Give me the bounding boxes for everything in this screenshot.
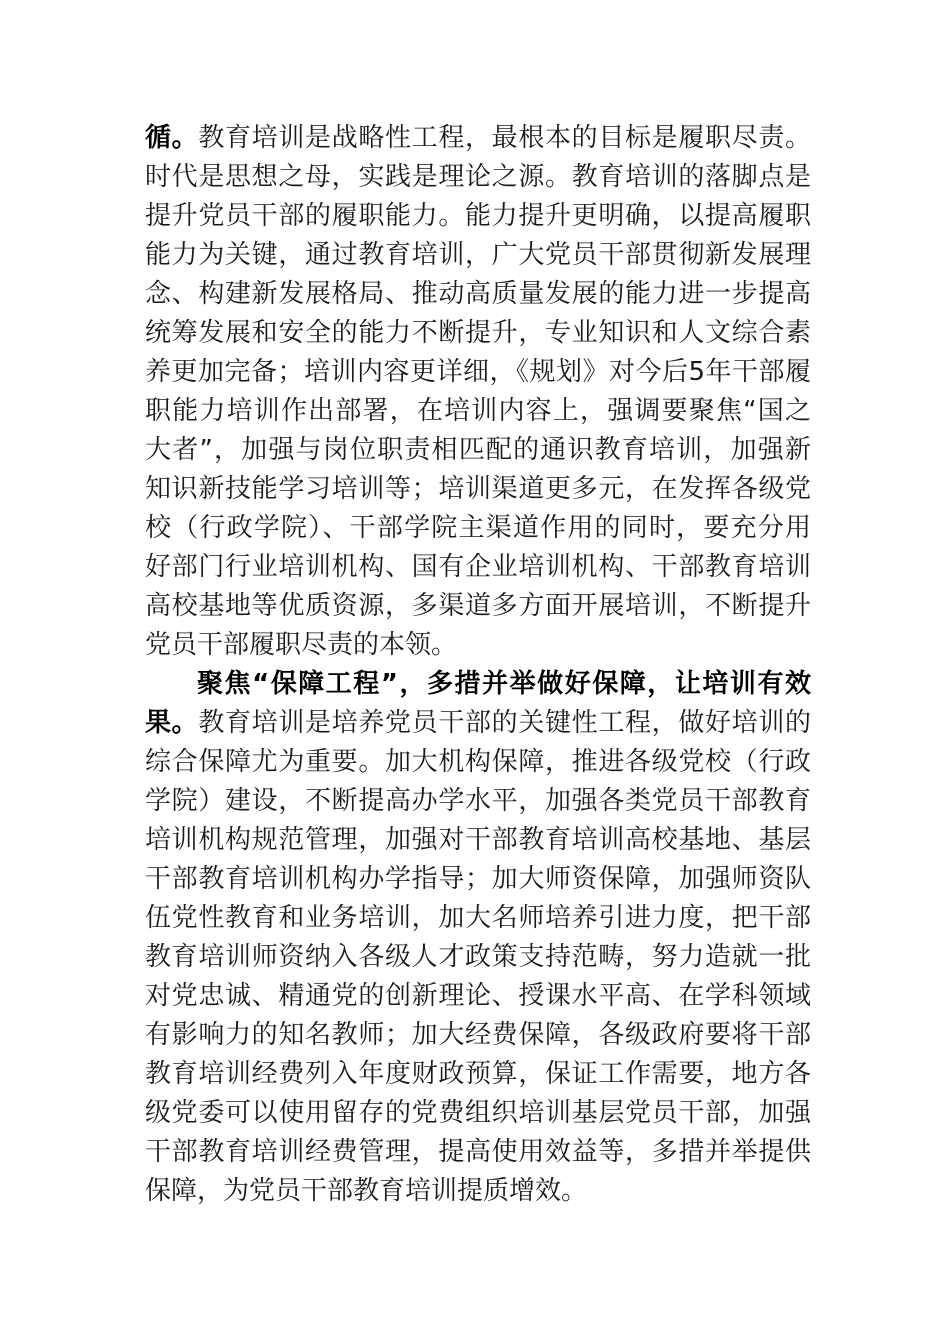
body-text: 伍党性教育和业务培训，加大名师培养引进力度，把干部: [145, 903, 811, 933]
body-text: 念、构建新发展格局、推动高质量发展的能力进一步提高: [145, 279, 811, 309]
body-text: 培训机构规范管理，加强对干部教育培训高校基地、基层: [145, 825, 811, 855]
paragraph-1-line-1: [145, 116, 811, 160]
paragraph-1-line-5: [145, 272, 811, 316]
paragraph-1-line-8: [145, 389, 811, 433]
body-text: 对党忠诚、精通党的创新理论、授课水平高、在学科领域: [145, 981, 811, 1011]
body-text: 能力为关键，通过教育培训，广大党员干部贯彻新发展理: [145, 240, 811, 270]
body-text: 学院）建设，不断提高办学水平，加强各类党员干部教育: [145, 786, 811, 816]
paragraph-2-line-5: [145, 818, 811, 862]
body-text: 有影响力的知名教师；加大经费保障，各级政府要将干部: [145, 1020, 811, 1050]
body-text: 教育培训师资纳入各级人才政策支持范畴，努力造就一批: [145, 942, 811, 972]
body-text: 高校基地等优质资源，多渠道多方面开展培训，不断提升: [145, 591, 811, 621]
body-text: 干部教育培训经费管理，提高使用效益等，多措并举提供: [145, 1137, 811, 1167]
paragraph-2-line-7: [145, 896, 811, 940]
paragraph-2-heading-line: [197, 662, 811, 706]
paragraph-1-line-9: [145, 428, 811, 472]
body-text: 好部门行业培训机构、国有企业培训机构、干部教育培训: [145, 552, 811, 582]
paragraph-2-line-10: [145, 1013, 811, 1057]
paragraph-1-line-3: [145, 194, 811, 238]
paragraph-1-line-2: [145, 155, 811, 199]
paragraph-1-line-4: [145, 233, 811, 277]
paragraph-1-line-14: [145, 623, 811, 667]
paragraph-1-line-11: [145, 506, 811, 550]
paragraph-1-line-13: [145, 584, 811, 628]
body-text: 党员干部履职尽责的本领。: [145, 630, 458, 660]
body-text: 知识新技能学习培训等；培训渠道更多元，在发挥各级党: [145, 474, 811, 504]
body-text: 校（行政学院）、干部学院主渠道作用的同时，要充分用: [145, 513, 811, 543]
body-text: 级党委可以使用留存的党费组织培训基层党员干部，加强: [145, 1098, 811, 1128]
body-text: 大者”，加强与岗位职责相匹配的通识教育培训，加强新: [145, 435, 811, 465]
bold-lead-text: 果。: [145, 708, 199, 738]
body-text: 统筹发展和安全的能力不断提升，专业知识和人文综合素: [145, 318, 811, 348]
paragraph-2-line-12: [145, 1091, 811, 1135]
bold-heading-text: 聚焦“保障工程”，多措并举做好保障，让培训有效: [197, 669, 811, 699]
paragraph-2-line-9: [145, 974, 811, 1018]
paragraph-2-line-6: [145, 857, 811, 901]
body-text: 提升党员干部的履职能力。能力提升更明确，以提高履职: [145, 201, 811, 231]
body-text: 教育培训经费列入年度财政预算，保证工作需要，地方各: [145, 1059, 811, 1089]
body-text: 保障，为党员干部教育培训提质增效。: [145, 1176, 588, 1206]
body-text: 养更加完备；培训内容更详细，《规划》对今后5年干部履: [145, 357, 811, 387]
bold-lead-text: 循。: [145, 123, 199, 153]
body-text: 综合保障尤为重要。加大机构保障，推进各级党校（行政: [145, 747, 811, 777]
paragraph-2-line-14: [145, 1169, 811, 1213]
body-text: 教育培训是战略性工程，最根本的目标是履职尽责。: [198, 123, 811, 153]
paragraph-2-line-11: [145, 1052, 811, 1096]
paragraph-1-line-12: [145, 545, 811, 589]
paragraph-2-line-3: [145, 740, 811, 784]
body-text: 时代是思想之母，实践是理论之源。教育培训的落脚点是: [145, 162, 811, 192]
body-text: 干部教育培训机构办学指导；加大师资保障，加强师资队: [145, 864, 811, 894]
paragraph-2-line-4: [145, 779, 811, 823]
paragraph-2-line-8: [145, 935, 811, 979]
paragraph-2-line-2: [145, 701, 811, 745]
paragraph-1-line-6: [145, 311, 811, 355]
body-text: 教育培训是培养党员干部的关键性工程，做好培训的: [198, 708, 811, 738]
paragraph-1-line-7: [145, 350, 811, 394]
paragraph-1-line-10: [145, 467, 811, 511]
paragraph-2-line-13: [145, 1130, 811, 1174]
body-text: 职能力培训作出部署，在培训内容上，强调要聚焦“国之: [145, 396, 811, 426]
